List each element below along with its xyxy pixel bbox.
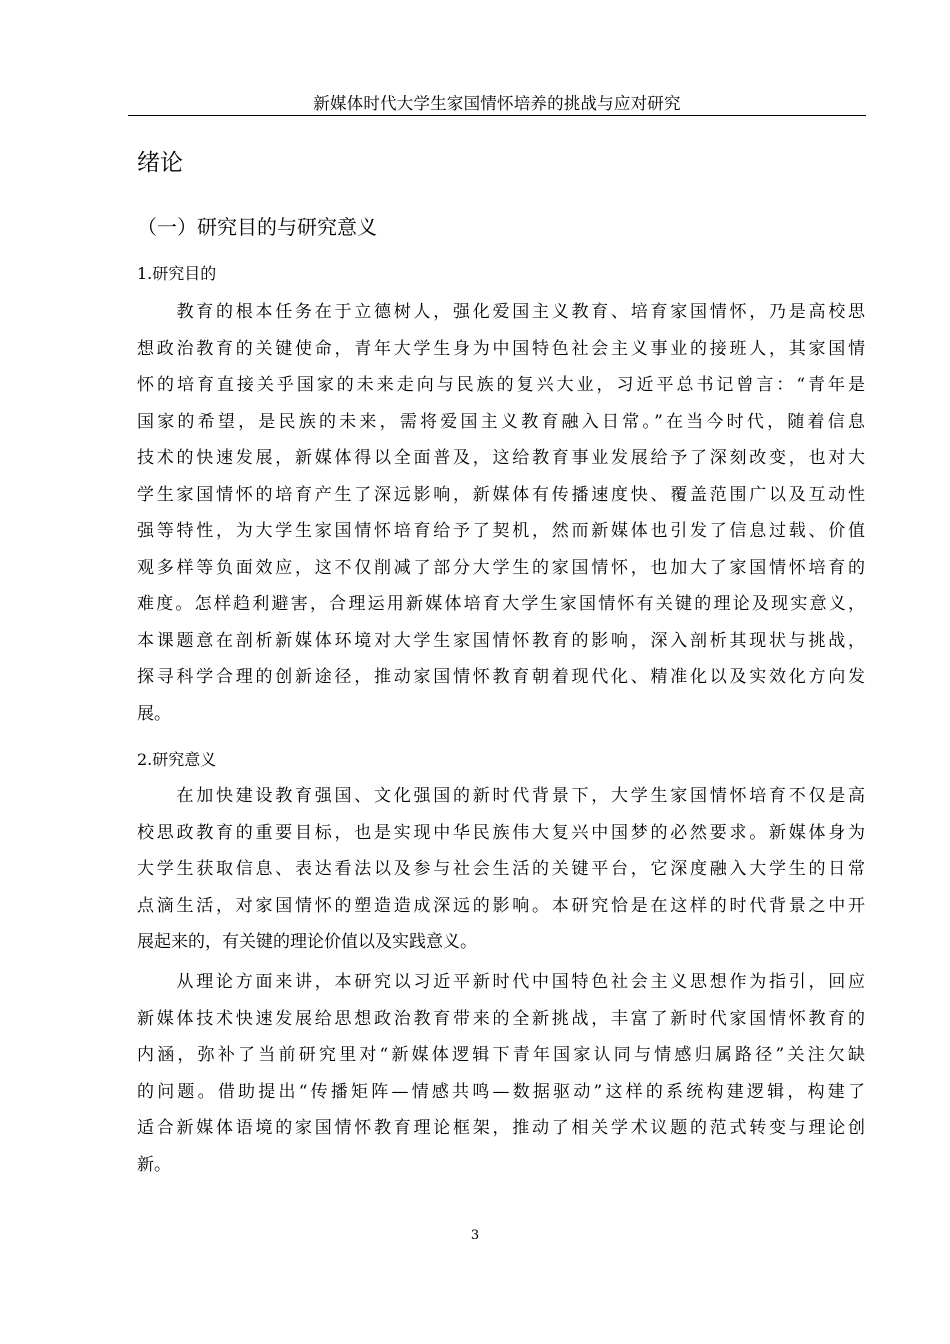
paragraph-line: 学生家国情怀的培育产生了深远影响，新媒体有传播速度快、覆盖范围广以及互动性 [137, 484, 865, 505]
paragraph-line: 适合新媒体语境的家国情怀教育理论框架，推动了相关学术议题的范式转变与理论创 [137, 1118, 865, 1138]
paragraph-line: 难度。怎样趋利避害，合理运用新媒体培育大学生家国情怀有关键的理论及现实意义， [137, 594, 865, 614]
paragraph-line: 点滴生活，对家国情怀的塑造造成深远的影响。本研究恰是在这样的时代背景之中开 [137, 895, 865, 916]
paragraph-line: 国家的希望，是民族的未来，需将爱国主义教育融入日常。”在当今时代，随着信息 [137, 411, 865, 432]
page-number: 3 [470, 1228, 480, 1243]
paragraph-line: 观多样等负面效应，这不仅削减了部分大学生的家国情怀，也加大了家国情怀培育的 [137, 557, 865, 578]
paragraph-line: 新。 [137, 1154, 171, 1175]
paragraph-line: 展起来的，有关键的理论价值以及实践意义。 [137, 932, 477, 952]
paragraph-line: 强等特性，为大学生家国情怀培育给予了契机，然而新媒体也引发了信息过载、价值 [137, 521, 865, 541]
subsection-label: 研究意义 [152, 750, 217, 769]
paragraph-line: 新媒体技术快速发展给思想政治教育带来的全新挑战，丰富了新时代家国情怀教育的 [137, 1008, 865, 1029]
paragraph-line: 大学生获取信息、表达看法以及参与社会生活的关键平台，它深度融入大学生的日常 [137, 859, 865, 879]
paragraph-line: 在加快建设教育强国、文化强国的新时代背景下，大学生家国情怀培育不仅是高 [137, 786, 865, 806]
paragraph-line: 校思政教育的重要目标，也是实现中华民族伟大复兴中国梦的必然要求。新媒体身为 [137, 822, 865, 843]
paragraph-line: 想政治教育的关键使命，青年大学生身为中国特色社会主义事业的接班人，其家国情 [137, 338, 865, 359]
header-rule [128, 115, 866, 116]
paragraph-line: 教育的根本任务在于立德树人，强化爱国主义教育、培育家国情怀，乃是高校思 [137, 302, 865, 322]
section-title: （一）研究目的与研究意义 [137, 215, 377, 239]
paragraph-significance-intro [137, 778, 865, 961]
running-header: 新媒体时代大学生家国情怀培养的挑战与应对研究 [313, 94, 681, 113]
subsection-label: 研究目的 [152, 264, 217, 283]
paragraph-line: 怀的培育直接关乎国家的未来走向与民族的复兴大业，习近平总书记曾言：“青年是 [137, 375, 865, 395]
subsection-heading-1 [137, 262, 216, 286]
paragraph-purpose [137, 294, 865, 732]
paragraph-line: 从理论方面来讲，本研究以习近平新时代中国特色社会主义思想作为指引，回应 [137, 972, 865, 992]
paragraph-line: 探寻科学合理的创新途径，推动家国情怀教育朝着现代化、精准化以及实效化方向发 [137, 667, 865, 687]
paragraph-line: 展。 [137, 703, 171, 724]
paragraph-theory [137, 964, 865, 1183]
paragraph-line: 的问题。借助提出“传播矩阵—情感共鸣—数据驱动”这样的系统构建逻辑，构建了 [137, 1081, 865, 1102]
chapter-title: 绪论 [137, 150, 183, 176]
paragraph-line: 本课题意在剖析新媒体环境对大学生家国情怀教育的影响，深入剖析其现状与挑战， [137, 630, 865, 651]
subsection-heading-2 [137, 748, 216, 772]
subsection-number: 1. [137, 264, 153, 283]
paragraph-line: 技术的快速发展，新媒体得以全面普及，这给教育事业发展给予了深刻改变，也对大 [137, 448, 865, 468]
paragraph-line: 内涵，弥补了当前研究里对“新媒体逻辑下青年国家认同与情感归属路径”关注欠缺 [137, 1045, 865, 1065]
subsection-number: 2. [137, 750, 153, 769]
